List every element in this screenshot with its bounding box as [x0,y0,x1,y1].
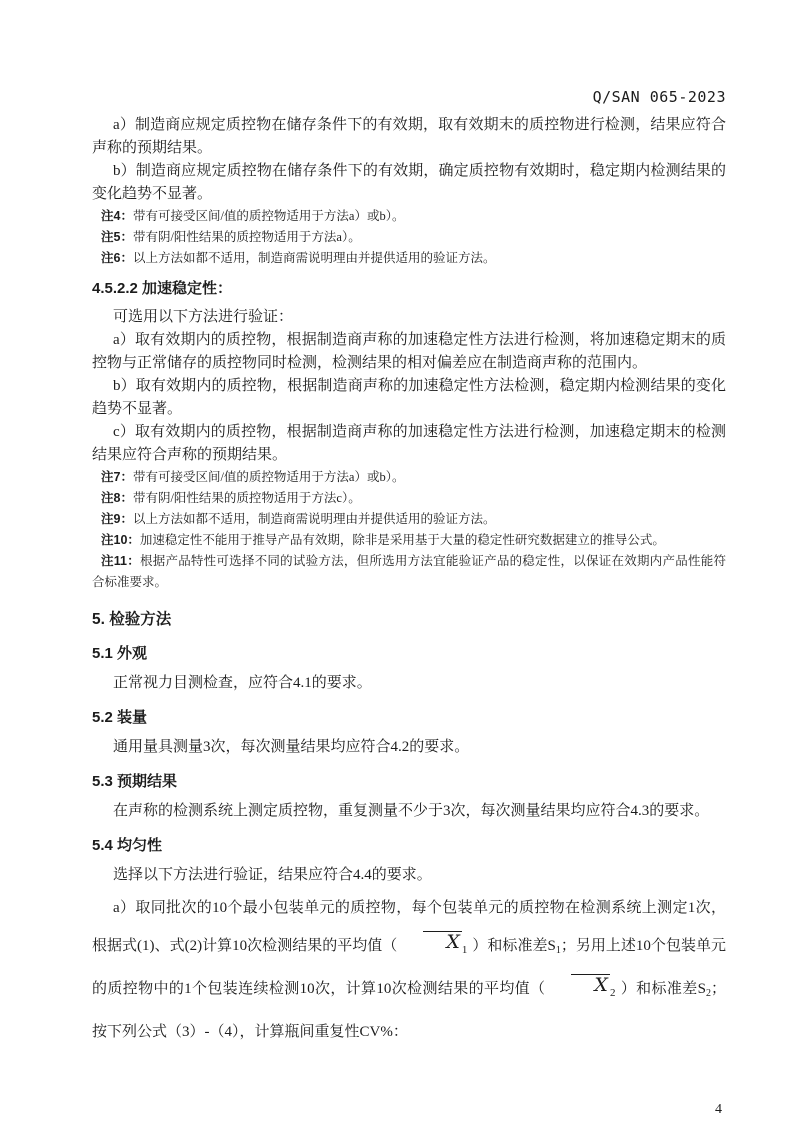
s1-subscript: 1 [555,945,561,956]
note-label: 注9： [101,512,133,526]
section-5-3-body: 在声称的检测系统上测定质控物，重复测量不少于3次，每次测量结果均应符合4.3的要求。 [113,803,710,819]
note-label: 注4： [101,209,133,223]
heading-5-test-methods: 5. 检验方法 [92,611,172,628]
heading-5-1-appearance: 5.1 外观 [92,645,148,662]
section-5-1-body: 正常视力目测检查，应符合4.1的要求。 [113,675,372,691]
note-10 [92,530,726,551]
accelerated-item-c: c）取有效期内的质控物，根据制造商声称的加速稳定性方法进行检测，加速稳定期末的检测结果应符合声称的预期结果。 [92,424,726,463]
s2-subscript: 2 [705,988,711,999]
heading-5-4-homogeneity: 5.4 均匀性 [92,837,163,854]
note-label: 注5： [101,230,133,244]
formula-text-part1: a）取同批次的10个最小包装单元的质控物，每个包装单元的质控物在检测系统上测定1次，根据式(1)、式(2)计算10次检测结果的平均值（ [92,900,726,954]
formula-text-part5: ；按下列公式（3）-（4），计算瓶间重复性CV%： [92,981,726,1040]
accelerated-intro: 可选用以下方法进行验证： [113,309,294,325]
xbar-1-symbol [402,927,467,969]
note-label: 注11： [101,554,140,568]
note-5 [92,227,726,248]
heading-4-5-2-2-accelerated-stability: 4.5.2.2 加速稳定性： [92,280,233,297]
note-11 [92,551,726,593]
section-5-4-body: 选择以下方法进行验证，结果应符合4.4的要求。 [113,867,432,883]
storage-clause-item-a: a）制造商应规定质控物在储存条件下的有效期，取有效期末的质控物进行检测，结果应符合声称的预期结果。 [92,117,726,156]
accelerated-item-a: a）取有效期内的质控物，根据制造商声称的加速稳定性方法进行检测，将加速稳定期末的质控物与正常储存的质控物同时检测，检测结果的相对偏差应在制造商声称的范围内。 [92,332,726,371]
note-text: 根据产品特性可选择不同的试验方法，但所选用方法宜能验证产品的稳定性，以保证在效期内产品性能符合标准要求。 [92,554,726,589]
note-text: 带有阴/阳性结果的质控物适用于方法c）。 [132,491,361,505]
xbar-base: X [571,974,610,995]
note-9 [92,509,726,530]
formula-text-part2: ）和标准差S [472,938,556,954]
note-text: 带有阴/阳性结果的质控物适用于方法a）。 [132,230,361,244]
heading-5-3-expected-results: 5.3 预期结果 [92,773,178,790]
heading-5-2-fill-volume: 5.2 装量 [92,709,148,726]
accelerated-item-b: b）取有效期内的质控物，根据制造商声称的加速稳定性方法检测，稳定期内检测结果的变化趋势不显著。 [92,378,726,417]
note-text: 带有可接受区间/值的质控物适用于方法a）或b）。 [132,470,405,484]
note-text: 加速稳定性不能用于推导产品有效期，除非是采用基于大量的稳定性研究数据建立的推导公式。 [139,533,665,547]
document-content [92,0,726,1051]
note-label: 注8： [101,491,133,505]
homogeneity-method-a [92,889,726,1051]
note-4 [92,206,726,227]
xbar-2-symbol [550,970,615,1012]
document-code-header: Q/SAN 065-2023 [592,88,726,106]
section-5-2-body: 通用量具测量3次，每次测量结果均应符合4.2的要求。 [113,739,470,755]
note-text: 带有可接受区间/值的质控物适用于方法a）或b）。 [132,209,405,223]
note-label: 注7： [101,470,133,484]
note-7 [92,467,726,488]
note-text: 以上方法如都不适用，制造商需说明理由并提供适用的验证方法。 [132,251,496,265]
xbar-subscript: 1 [461,944,468,956]
note-8 [92,488,726,509]
formula-text-part3: ；另用上述10个包装单元的质控物中的1个包装连续检测10次，计算10次检测结果的平均值（ [92,938,727,997]
page-number: 4 [715,1102,722,1117]
note-label: 注6： [101,251,133,265]
note-text: 以上方法如都不适用，制造商需说明理由并提供适用的验证方法。 [132,512,496,526]
xbar-subscript: 2 [609,987,616,999]
xbar-base: X [423,931,462,952]
formula-text-part4: ）和标准差S [620,981,706,997]
note-label: 注10： [101,533,140,547]
note-6 [92,248,726,269]
storage-clause-item-b: b）制造商应规定质控物在储存条件下的有效期，确定质控物有效期时，稳定期内检测结果的变化趋势不显著。 [92,163,726,202]
